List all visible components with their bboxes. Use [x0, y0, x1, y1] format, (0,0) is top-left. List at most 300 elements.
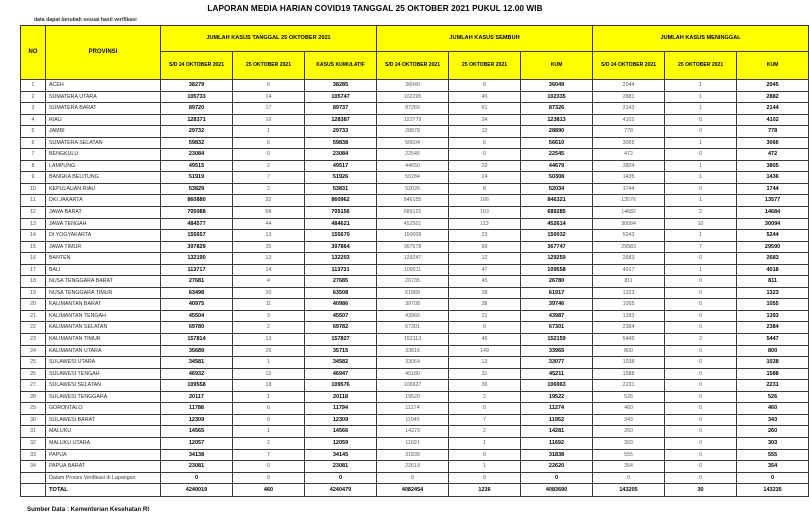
cell-no: 3: [21, 103, 46, 115]
cell-value-8: 1393: [737, 310, 809, 322]
cell-value-2: 59838: [305, 137, 377, 149]
cell-value-4: 166: [449, 195, 521, 207]
cell-value-2: 51926: [305, 172, 377, 184]
table-row: [21, 276, 809, 288]
cell-total-no: [21, 484, 46, 497]
cell-value-0: 113717: [161, 264, 233, 276]
cell-value-7: 0: [665, 126, 737, 138]
table-row: [21, 461, 809, 473]
cell-value-1: 13: [233, 230, 305, 242]
table-row: [21, 103, 809, 115]
cell-no: 16: [21, 253, 46, 265]
cell-value-4: 61: [449, 103, 521, 115]
header-row-groups: [21, 26, 809, 52]
cell-provinsi: BANTEN: [46, 253, 161, 265]
cell-value-3: 0: [377, 472, 449, 484]
cell-value-1: 3: [233, 310, 305, 322]
cell-value-7: 2: [665, 207, 737, 219]
cell-value-5: 452614: [521, 218, 593, 230]
table-row: [21, 299, 809, 311]
table-container: [0, 25, 782, 497]
cell-value-5: 102335: [521, 91, 593, 103]
cell-value-0: 89720: [161, 103, 233, 115]
cell-total-value-1: 460: [233, 484, 305, 497]
cell-value-5: 52034: [521, 183, 593, 195]
cell-value-1: 82: [233, 195, 305, 207]
cell-value-4: 149: [449, 345, 521, 357]
cell-value-7: 0: [665, 287, 737, 299]
subtitle-note: data dapat berubah sesuai hasil verifikasi: [34, 17, 137, 23]
cell-value-4: 45: [449, 276, 521, 288]
cell-value-5: 61917: [521, 287, 593, 299]
cell-value-8: 3066: [737, 137, 809, 149]
cell-value-7: 0: [665, 403, 737, 415]
cell-provinsi: SULAWESI TENGGARA: [46, 391, 161, 403]
cell-value-7: 1: [665, 80, 737, 92]
table-row: [21, 149, 809, 161]
table-row: [21, 322, 809, 334]
cell-value-3: 123779: [377, 114, 449, 126]
cell-value-4: 0: [449, 449, 521, 461]
cell-value-8: 260: [737, 426, 809, 438]
cell-value-6: 1435: [593, 172, 665, 184]
cell-no: 13: [21, 218, 46, 230]
cell-total-value-2: 4240479: [305, 484, 377, 497]
cell-provinsi: SULAWESI UTARA: [46, 357, 161, 369]
cell-value-7: 0: [665, 391, 737, 403]
cell-value-4: 9: [449, 80, 521, 92]
cell-value-2: 23081: [305, 461, 377, 473]
cell-value-1: 1: [233, 126, 305, 138]
cell-value-2: 12309: [305, 414, 377, 426]
cell-value-8: 303: [737, 437, 809, 449]
cell-value-0: 132190: [161, 253, 233, 265]
cell-value-7: 1: [665, 172, 737, 184]
cell-provinsi: JAWA TIMUR: [46, 241, 161, 253]
cell-value-3: 26735: [377, 276, 449, 288]
cell-value-3: 11691: [377, 437, 449, 449]
cell-value-2: 45507: [305, 310, 377, 322]
cell-value-8: 2384: [737, 322, 809, 334]
cell-value-1: 44: [233, 218, 305, 230]
cell-value-2: 35715: [305, 345, 377, 357]
cell-value-2: 23084: [305, 149, 377, 161]
cell-value-8: 1436: [737, 172, 809, 184]
cell-provinsi: BALI: [46, 264, 161, 276]
cell-value-6: 526: [593, 391, 665, 403]
subheader-meninggal-harian: 25 OKTOBER 2021: [665, 52, 737, 80]
cell-value-4: 2: [449, 426, 521, 438]
cell-value-6: 260: [593, 426, 665, 438]
cell-value-2: 20118: [305, 391, 377, 403]
cell-value-2: 397864: [305, 241, 377, 253]
cell-value-8: 555: [737, 449, 809, 461]
cell-value-2: 155670: [305, 230, 377, 242]
cell-no: 5: [21, 126, 46, 138]
cell-no: 15: [21, 241, 46, 253]
cell-no: 6: [21, 137, 46, 149]
cell-value-5: 123813: [521, 114, 593, 126]
cell-value-1: 35: [233, 241, 305, 253]
cell-value-5: 22620: [521, 461, 593, 473]
cell-value-6: 5445: [593, 334, 665, 346]
cell-value-8: 4102: [737, 114, 809, 126]
cell-value-1: 1: [233, 391, 305, 403]
cell-total-value-5: 4083690: [521, 484, 593, 497]
cell-value-6: 3804: [593, 160, 665, 172]
cell-value-6: 800: [593, 345, 665, 357]
cell-value-7: 1: [665, 103, 737, 115]
cell-value-4: 113: [449, 218, 521, 230]
cell-no: 19: [21, 287, 46, 299]
cell-value-4: 7: [449, 414, 521, 426]
cell-value-6: 14682: [593, 207, 665, 219]
cell-value-5: 45211: [521, 368, 593, 380]
cell-value-1: 16: [233, 114, 305, 126]
cell-value-4: 13: [449, 357, 521, 369]
cell-value-1: 7: [233, 172, 305, 184]
cell-value-6: 4102: [593, 114, 665, 126]
cell-value-8: 2882: [737, 91, 809, 103]
cell-value-4: 21: [449, 310, 521, 322]
cell-value-0: 40975: [161, 299, 233, 311]
cell-value-7: 1: [665, 195, 737, 207]
cell-total-value-4: 1236: [449, 484, 521, 497]
table-row: [21, 345, 809, 357]
cell-value-1: 2: [233, 437, 305, 449]
cell-value-8: 460: [737, 403, 809, 415]
cell-provinsi: MALUKU UTARA: [46, 437, 161, 449]
cell-value-5: 43987: [521, 310, 593, 322]
cell-value-0: 705088: [161, 207, 233, 219]
cell-provinsi: Dalam Proses Verifikasi di Lapangan: [46, 472, 161, 484]
table-row: [21, 114, 809, 126]
cell-value-1: 0: [233, 472, 305, 484]
cell-provinsi: BENGKULU: [46, 149, 161, 161]
cell-value-5: 109558: [521, 264, 593, 276]
cell-value-6: 343: [593, 414, 665, 426]
table-row: [21, 137, 809, 149]
cell-value-6: 1393: [593, 310, 665, 322]
cell-value-8: 0: [737, 472, 809, 484]
cell-value-0: 20117: [161, 391, 233, 403]
cell-value-0: 34581: [161, 357, 233, 369]
group-header-sembuh: JUMLAH KASUS SEMBUH: [377, 26, 593, 52]
cell-no: 28: [21, 391, 46, 403]
cell-value-3: 33816: [377, 345, 449, 357]
cell-value-8: 811: [737, 276, 809, 288]
covid-data-table: [20, 25, 809, 497]
cell-value-2: 0: [305, 472, 377, 484]
cell-value-1: 6: [233, 403, 305, 415]
table-row: [21, 334, 809, 346]
group-header-kasus: JUMLAH KASUS TANGGAL 25 OKTOBER 2021: [161, 26, 377, 52]
cell-no: 24: [21, 345, 46, 357]
cell-value-5: 11692: [521, 437, 593, 449]
cell-value-7: 0: [665, 149, 737, 161]
table-row: [21, 183, 809, 195]
cell-value-5: 11952: [521, 414, 593, 426]
cell-value-3: 152113: [377, 334, 449, 346]
cell-total-value-6: 143205: [593, 484, 665, 497]
cell-value-6: 472: [593, 149, 665, 161]
cell-value-3: 150009: [377, 230, 449, 242]
cell-value-4: 47: [449, 264, 521, 276]
cell-value-0: 59832: [161, 137, 233, 149]
cell-value-0: 14565: [161, 426, 233, 438]
cell-value-8: 29590: [737, 241, 809, 253]
cell-value-2: 63508: [305, 287, 377, 299]
cell-value-1: 2: [233, 322, 305, 334]
cell-value-0: 69780: [161, 322, 233, 334]
table-row: [21, 241, 809, 253]
cell-provinsi: SULAWESI TENGAH: [46, 368, 161, 380]
cell-value-1: 10: [233, 287, 305, 299]
cell-value-3: 11945: [377, 414, 449, 426]
cell-value-5: 19522: [521, 391, 593, 403]
table-row: [21, 403, 809, 415]
cell-provinsi: PAPUA BARAT: [46, 461, 161, 473]
cell-value-7: 0: [665, 437, 737, 449]
cell-provinsi: DKI JAKARTA: [46, 195, 161, 207]
cell-value-3: 14279: [377, 426, 449, 438]
cell-no: 20: [21, 299, 46, 311]
cell-value-4: 8: [449, 183, 521, 195]
cell-value-2: 69782: [305, 322, 377, 334]
cell-provinsi: JAWA TENGAH: [46, 218, 161, 230]
cell-value-1: 0: [233, 461, 305, 473]
cell-value-5: 56610: [521, 137, 593, 149]
cell-value-8: 1588: [737, 368, 809, 380]
cell-value-1: 15: [233, 368, 305, 380]
cell-value-5: 33077: [521, 357, 593, 369]
cell-value-0: 105733: [161, 91, 233, 103]
cell-value-1: 6: [233, 137, 305, 149]
table-row: [21, 160, 809, 172]
cell-value-5: 26780: [521, 276, 593, 288]
cell-value-4: 31: [449, 368, 521, 380]
cell-value-8: 14684: [737, 207, 809, 219]
cell-value-5: 150032: [521, 230, 593, 242]
cell-value-4: 69: [449, 241, 521, 253]
cell-value-1: 6: [233, 80, 305, 92]
cell-value-3: 846155: [377, 195, 449, 207]
cell-value-1: 0: [233, 149, 305, 161]
cell-value-6: 0: [593, 472, 665, 484]
cell-value-6: 4017: [593, 264, 665, 276]
cell-value-2: 34145: [305, 449, 377, 461]
cell-value-6: 29583: [593, 241, 665, 253]
cell-value-1: 4: [233, 276, 305, 288]
source-note: Sumber Data : Kementerian Kesehatan RI: [27, 506, 150, 513]
cell-value-7: 0: [665, 276, 737, 288]
cell-value-6: 13576: [593, 195, 665, 207]
table-row: [21, 414, 809, 426]
cell-value-1: 7: [233, 449, 305, 461]
cell-value-7: 0: [665, 310, 737, 322]
cell-value-6: 555: [593, 449, 665, 461]
cell-value-5: 11274: [521, 403, 593, 415]
cell-value-8: 2683: [737, 253, 809, 265]
cell-provinsi: KALIMANTAN SELATAN: [46, 322, 161, 334]
cell-value-0: 23084: [161, 149, 233, 161]
cell-value-5: 152159: [521, 334, 593, 346]
cell-value-4: 38: [449, 299, 521, 311]
cell-value-0: 860880: [161, 195, 233, 207]
cell-value-7: 1: [665, 91, 737, 103]
cell-value-8: 2045: [737, 80, 809, 92]
cell-value-0: 23081: [161, 461, 233, 473]
cell-provinsi: PAPUA: [46, 449, 161, 461]
table-row: [21, 264, 809, 276]
cell-value-7: 0: [665, 426, 737, 438]
cell-provinsi: NUSA TENGGARA TIMUR: [46, 287, 161, 299]
cell-value-1: 13: [233, 334, 305, 346]
table-row: [21, 172, 809, 184]
group-header-meninggal: JUMLAH KASUS MENINGGAL: [593, 26, 809, 52]
cell-value-4: 1: [449, 461, 521, 473]
cell-value-1: 14: [233, 91, 305, 103]
cell-provinsi: RIAU: [46, 114, 161, 126]
cell-value-7: 0: [665, 345, 737, 357]
cell-no: 10: [21, 183, 46, 195]
cell-value-8: 1323: [737, 287, 809, 299]
cell-value-3: 87265: [377, 103, 449, 115]
cell-value-0: 27681: [161, 276, 233, 288]
cell-value-0: 63498: [161, 287, 233, 299]
cell-no: 1: [21, 80, 46, 92]
table-row: [21, 380, 809, 392]
cell-value-2: 89737: [305, 103, 377, 115]
cell-value-2: 113731: [305, 264, 377, 276]
cell-provinsi: KALIMANTAN TIMUR: [46, 334, 161, 346]
cell-value-3: 28878: [377, 126, 449, 138]
cell-value-6: 1323: [593, 287, 665, 299]
cell-value-7: 1: [665, 264, 737, 276]
cell-provinsi: KALIMANTAN UTARA: [46, 345, 161, 357]
table-header: [21, 26, 809, 80]
cell-value-4: 46: [449, 334, 521, 346]
cell-value-3: 31838: [377, 449, 449, 461]
cell-value-8: 354: [737, 461, 809, 473]
cell-value-0: 46932: [161, 368, 233, 380]
cell-no: 2: [21, 91, 46, 103]
cell-no: 12: [21, 207, 46, 219]
cell-value-5: 39746: [521, 299, 593, 311]
table-row: [21, 357, 809, 369]
cell-value-4: 0: [449, 149, 521, 161]
cell-total-label: TOTAL: [46, 484, 161, 497]
cell-value-5: 31838: [521, 449, 593, 461]
cell-provinsi: ACEH: [46, 80, 161, 92]
cell-value-1: 1: [233, 426, 305, 438]
cell-value-3: 102295: [377, 91, 449, 103]
cell-value-3: 367678: [377, 241, 449, 253]
cell-value-0: 51919: [161, 172, 233, 184]
table-row: [21, 218, 809, 230]
cell-value-3: 39708: [377, 299, 449, 311]
cell-value-3: 61889: [377, 287, 449, 299]
subheader-kasus-kumulatif: KASUS KUMULATIF: [305, 52, 377, 80]
cell-value-3: 22545: [377, 149, 449, 161]
cell-no: 14: [21, 230, 46, 242]
cell-value-2: 53831: [305, 183, 377, 195]
cell-value-5: 367747: [521, 241, 593, 253]
cell-value-8: 1055: [737, 299, 809, 311]
cell-value-5: 50308: [521, 172, 593, 184]
cell-value-4: 36: [449, 380, 521, 392]
cell-value-8: 526: [737, 391, 809, 403]
cell-value-8: 800: [737, 345, 809, 357]
cell-value-5: 106963: [521, 380, 593, 392]
cell-value-2: 157827: [305, 334, 377, 346]
cell-value-0: 397829: [161, 241, 233, 253]
cell-value-6: 778: [593, 126, 665, 138]
cell-value-0: 49515: [161, 160, 233, 172]
cell-value-7: 0: [665, 299, 737, 311]
cell-value-0: 484577: [161, 218, 233, 230]
table-row: [21, 287, 809, 299]
column-header-no: NO: [21, 26, 46, 80]
column-header-provinsi: PROVINSI: [46, 26, 161, 80]
cell-value-4: 40: [449, 91, 521, 103]
table-row: [21, 126, 809, 138]
cell-value-2: 46947: [305, 368, 377, 380]
cell-value-4: 163: [449, 207, 521, 219]
cell-value-8: 2144: [737, 103, 809, 115]
cell-no: 26: [21, 368, 46, 380]
cell-value-1: 2: [233, 160, 305, 172]
cell-provinsi: BANGKA BELITUNG: [46, 172, 161, 184]
cell-value-8: 472: [737, 149, 809, 161]
cell-value-2: 128387: [305, 114, 377, 126]
cell-provinsi: SUMATERA SELATAN: [46, 137, 161, 149]
cell-value-7: 0: [665, 380, 737, 392]
cell-value-2: 484621: [305, 218, 377, 230]
cell-value-2: 132203: [305, 253, 377, 265]
cell-value-3: 19520: [377, 391, 449, 403]
cell-value-0: 38279: [161, 80, 233, 92]
page-title: LAPORAN MEDIA HARIAN COVID19 TANGGAL 25 OKTOBER 2021 PUKUL 12.00 WIB: [207, 4, 543, 13]
cell-value-6: 1055: [593, 299, 665, 311]
cell-value-4: 24: [449, 172, 521, 184]
cell-value-3: 11274: [377, 403, 449, 415]
cell-value-7: 0: [665, 357, 737, 369]
cell-value-6: 1588: [593, 368, 665, 380]
cell-no: 30: [21, 414, 46, 426]
cell-no: 11: [21, 195, 46, 207]
cell-value-5: 22545: [521, 149, 593, 161]
cell-value-6: 303: [593, 437, 665, 449]
cell-value-6: 811: [593, 276, 665, 288]
cell-no: 29: [21, 403, 46, 415]
cell-value-4: 12: [449, 253, 521, 265]
cell-provinsi: SULAWESI SELATAN: [46, 380, 161, 392]
cell-value-1: 17: [233, 103, 305, 115]
cell-value-5: 33965: [521, 345, 593, 357]
cell-value-2: 29733: [305, 126, 377, 138]
table-row: [21, 391, 809, 403]
cell-value-8: 30094: [737, 218, 809, 230]
subheader-sembuh-kum: KUM: [521, 52, 593, 80]
cell-value-0: 53829: [161, 183, 233, 195]
cell-value-0: 0: [161, 472, 233, 484]
cell-value-7: 10: [665, 218, 737, 230]
cell-value-4: 23: [449, 230, 521, 242]
cell-value-6: 2881: [593, 91, 665, 103]
cell-provinsi: DI YOGYAKARTA: [46, 230, 161, 242]
subheader-sembuh-harian: 25 OKTOBER 2021: [449, 52, 521, 80]
